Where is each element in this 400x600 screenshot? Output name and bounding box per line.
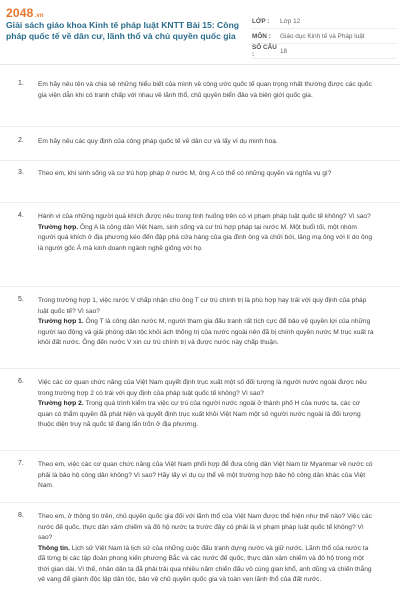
divider (0, 286, 400, 287)
scenario-text: Lịch sử Việt Nam là lịch sử của những cuộc đấu tranh dựng nước và giữ nước. Lãnh thổ của nước ta đã từng bị các tập đoàn phong kiến phương Bắc và các nước đế quốc, thực dân xâm chiếm và đô hộ trong một thời gian dài. Vì thế, nhân dân ta đã phải trải qua nhiều năm chiến đấu vô cùng gian khổ, anh dũng và chiến thắng vẻ vang để giành độc lập dân tộc, bảo vệ chủ quyền quốc gia và toàn vẹn lãnh thổ của đất nước. (38, 544, 372, 583)
question-body (38, 512, 376, 586)
question-number: 1. (18, 80, 24, 87)
question-text: Theo em, việc các cơ quan chức năng của Việt Nam phối hợp để đưa công dân Việt Nam từ Myanmar về nước có phải là bảo hộ công dân không? Vì sao? Hãy lấy ví dụ cụ thể về một trường hợp bảo hộ công dân khác của Việt Nam. (38, 461, 373, 489)
scenario-paragraph (38, 317, 376, 349)
meta-row-grade (252, 14, 396, 29)
question-number: 4. (18, 212, 24, 219)
question-number: 7. (18, 460, 24, 467)
document-header (0, 0, 400, 65)
question-number: 5. (18, 296, 24, 303)
site-logo[interactable] (6, 6, 44, 20)
question-text: Em hãy nêu các quy định của công pháp quốc tế về dân cư và lấy ví dụ minh hoạ. (38, 138, 278, 145)
logo-text: 2048 (6, 6, 34, 20)
meta-value: Giáo dục Kinh tế và Pháp luật (280, 32, 365, 40)
scenario-text: Ông A là công dân Việt Nam, sinh sống và cư trú hợp pháp tại nước M. Một buổi tối, một nhóm người quá khích ở địa phương kéo đến đập phá cửa hàng của gia đình ông và chửi bới, lăng mạ ông với lí do ông là người gốc Á mà kinh doanh ngành nghề giống với họ. (38, 223, 373, 252)
logo-tld: .vn (34, 13, 44, 19)
divider (0, 126, 400, 127)
scenario-label: Trường hợp. (38, 223, 79, 231)
question-text: Hành vi của những người quá khích được nêu trong tình huống trên có vi phạm pháp luật quốc tế không? Vì sao? (38, 213, 371, 220)
meta-row-count (252, 44, 396, 59)
question-body (38, 212, 376, 254)
document-meta (252, 14, 396, 59)
meta-value: Lớp 12 (280, 17, 301, 25)
scenario-label: Trường hợp 2. (38, 400, 84, 407)
question-text: Trong trường hợp 1, việc nước V chấp nhận cho ông T cư trú chính trị là phù hợp hay trái với quy định của pháp luật quốc tế? Vì sao? (38, 297, 367, 315)
question-number: 3. (18, 169, 24, 176)
divider (0, 368, 400, 369)
scenario-label: Trường hợp 1. (38, 318, 84, 325)
question-text: Em hãy nêu tên và chia sẻ những hiểu biết của mình về công ước quốc tế quan trọng nhất thường được các quốc gia viện dẫn khi có tranh chấp với nhau về lãnh thổ, chủ quyền biển đảo và biên giới quốc gia. (38, 81, 372, 99)
document-title: Giải sách giáo khoa Kinh tế pháp luật KNTT Bài 15: Công pháp quốc tế về dân cư, lãnh thổ và chủ quyền quốc gia (6, 20, 240, 41)
meta-row-subject (252, 29, 396, 44)
question-text: Theo em, ở thông tin trên, chủ quyền quốc gia đối với lãnh thổ của Việt Nam được thể hiện như thế nào? Việc các nước đế quốc, thực dân xâm chiếm và đô hộ nước ta trước đây có phải là vi phạm pháp luật quốc tế không? Vì sao? (38, 513, 372, 541)
question-number: 2. (18, 137, 24, 144)
question-number: 8. (18, 512, 24, 519)
divider (0, 202, 400, 203)
scenario-text: Ông T là công dân nước M, người tham gia đấu tranh rất tích cực để bảo vệ quyền lợi của những người lao động và giải phóng dân tộc khỏi ách thống trị của nước ngoài nên đã bị chính quyền nước M trục xuất ra khỏi đất nước. Ông đến nước V xin cư trú chính trị và được nước này chấp thuận. (38, 318, 374, 346)
scenario-text: Trong quá trình kiểm tra việc cư trú của người nước ngoài ở thành phố H của nước ta, các cơ quan có thẩm quyền đã phát hiện và quyết định trục xuất khỏi Việt Nam một số người nước ngoài là đối tượng thuộc diện truy nã quốc tế đang lẩn trốn ở địa phương. (38, 400, 361, 428)
divider (0, 160, 400, 161)
bottom-fade (0, 584, 400, 600)
scenario-paragraph (38, 223, 376, 255)
divider (0, 450, 400, 451)
scenario-label: Thông tin. (38, 544, 70, 552)
question-body (38, 378, 376, 431)
meta-label: MÔN : (252, 32, 271, 40)
question-body (38, 296, 376, 349)
question-text: Theo em, khi sinh sống và cư trú hợp pháp ở nước M, ông A có thể có những quyền và nghĩa vụ gì? (38, 170, 332, 177)
meta-label: LỚP : (252, 17, 270, 25)
meta-value: 18 (280, 47, 288, 55)
meta-label: SỐ CÂU : (252, 44, 277, 58)
question-text: Việc các cơ quan chức năng của Việt Nam quyết định trục xuất một số đối tượng là người nước ngoài được nêu trong trường hợp 2 có trái với quy định của pháp luật quốc tế không? Vì sao? (38, 379, 367, 397)
divider (0, 502, 400, 503)
scenario-paragraph (38, 399, 376, 431)
question-number: 6. (18, 378, 24, 385)
scenario-paragraph (38, 544, 376, 586)
